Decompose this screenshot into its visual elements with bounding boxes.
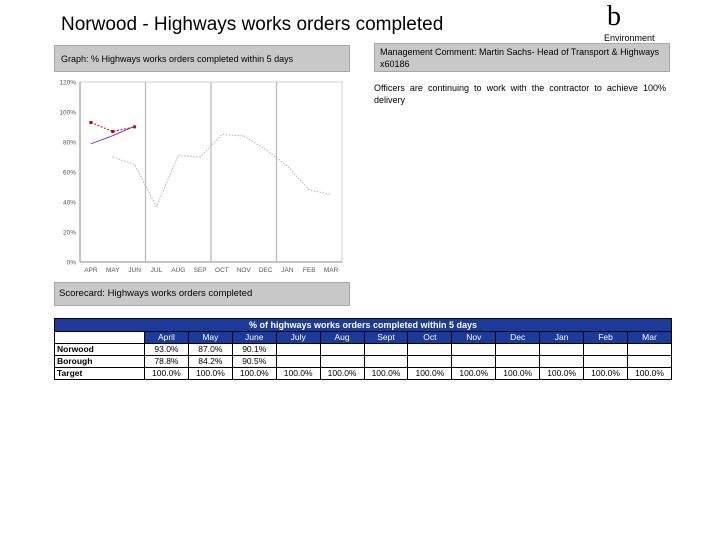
table-cell: 100.0%: [584, 368, 628, 380]
y-tick-label: 60%: [62, 169, 76, 177]
table-cell: 100.0%: [320, 368, 364, 380]
table-cell: 87.0%: [188, 344, 232, 356]
table-cell: [364, 356, 408, 368]
table-cell: [320, 356, 364, 368]
table-cell: 93.0%: [145, 344, 189, 356]
scorecard-label: Scorecard: Highways works orders completed: [59, 288, 253, 299]
table-cell: [452, 356, 496, 368]
x-tick-label: SEP: [193, 267, 207, 274]
x-tick-label: APR: [84, 267, 98, 274]
table-header-row: [55, 332, 672, 344]
y-tick-label: 20%: [62, 229, 76, 237]
line-chart: [54, 74, 350, 280]
month-header: Jan: [540, 332, 584, 344]
table-cell: [276, 356, 320, 368]
table-cell: [496, 344, 540, 356]
x-tick-label: OCT: [215, 267, 229, 274]
table-cell: [627, 356, 671, 368]
row-label: Norwood: [55, 344, 145, 356]
y-tick-label: 100%: [59, 109, 76, 117]
x-tick-label: JUN: [128, 267, 141, 274]
x-tick-label: MAR: [323, 267, 339, 274]
month-header: May: [188, 332, 232, 344]
management-comment-heading: Management Comment: Martin Sachs- Head of Transport & Highways x60186: [380, 47, 660, 69]
table-cell: [584, 344, 628, 356]
table-cell: 100.0%: [232, 368, 276, 380]
table-cell: 100.0%: [540, 368, 584, 380]
table-cell: 100.0%: [452, 368, 496, 380]
table-cell: [496, 356, 540, 368]
x-tick-label: MAY: [105, 267, 120, 274]
table-banner-row: [55, 319, 672, 332]
scorecard-label-box: [54, 282, 350, 306]
table-cell: [364, 344, 408, 356]
norwood-point: [89, 121, 92, 124]
x-tick-label: FEB: [302, 267, 316, 274]
table-cell: 100.0%: [276, 368, 320, 380]
table-cell: [408, 344, 452, 356]
table-corner-cell: [55, 332, 145, 344]
chart-area: [54, 74, 350, 280]
table-cell: 100.0%: [496, 368, 540, 380]
x-tick-label: JAN: [281, 267, 294, 274]
y-tick-label: 120%: [59, 79, 76, 87]
norwood-point: [111, 130, 114, 133]
row-label: Target: [55, 368, 145, 380]
table-row: [55, 356, 672, 368]
management-comment-box: [374, 43, 670, 72]
table-cell: [452, 344, 496, 356]
month-header: April: [145, 332, 189, 344]
month-header: June: [232, 332, 276, 344]
month-header: Feb: [584, 332, 628, 344]
table-cell: [540, 344, 584, 356]
table-row: [55, 368, 672, 380]
page-title: Norwood - Highways works orders completed: [61, 14, 444, 35]
table-cell: [276, 344, 320, 356]
environment-logo-text: Environment: [604, 33, 655, 43]
y-tick-label: 40%: [62, 199, 76, 207]
graph-label-box: [54, 45, 350, 72]
environment-logo: b: [607, 1, 621, 32]
x-tick-label: NOV: [236, 267, 251, 274]
month-header: Dec: [496, 332, 540, 344]
x-tick-label: AUG: [171, 267, 186, 274]
month-header: Oct: [408, 332, 452, 344]
table-cell: [320, 344, 364, 356]
table-cell: 100.0%: [364, 368, 408, 380]
table-cell: 90.1%: [232, 344, 276, 356]
month-header: Aug: [320, 332, 364, 344]
management-comment-body: Officers are continuing to work with the contractor to achieve 100% delivery: [374, 83, 666, 105]
table-cell: 100.0%: [188, 368, 232, 380]
table-cell: 100.0%: [627, 368, 671, 380]
table-cell: [540, 356, 584, 368]
row-label: Borough: [55, 356, 145, 368]
table-cell: [627, 344, 671, 356]
table-cell: 78.8%: [145, 356, 189, 368]
table-cell: [584, 356, 628, 368]
table-cell: 90.5%: [232, 356, 276, 368]
month-header: Mar: [627, 332, 671, 344]
table-row: [55, 344, 672, 356]
x-tick-label: JUL: [150, 267, 163, 274]
month-header: July: [276, 332, 320, 344]
scorecard-table: [54, 318, 672, 380]
table-cell: 100.0%: [145, 368, 189, 380]
x-tick-label: DEC: [258, 267, 273, 274]
table-cell: 100.0%: [408, 368, 452, 380]
table-title: % of highways works orders completed within 5 days: [55, 319, 672, 332]
graph-label: Graph: % Highways works orders completed within 5 days: [61, 54, 294, 64]
table-cell: 84.2%: [188, 356, 232, 368]
month-header: Nov: [452, 332, 496, 344]
month-header: Sept: [364, 332, 408, 344]
y-tick-label: 80%: [62, 139, 76, 147]
y-tick-label: 0%: [66, 259, 76, 267]
table-cell: [408, 356, 452, 368]
